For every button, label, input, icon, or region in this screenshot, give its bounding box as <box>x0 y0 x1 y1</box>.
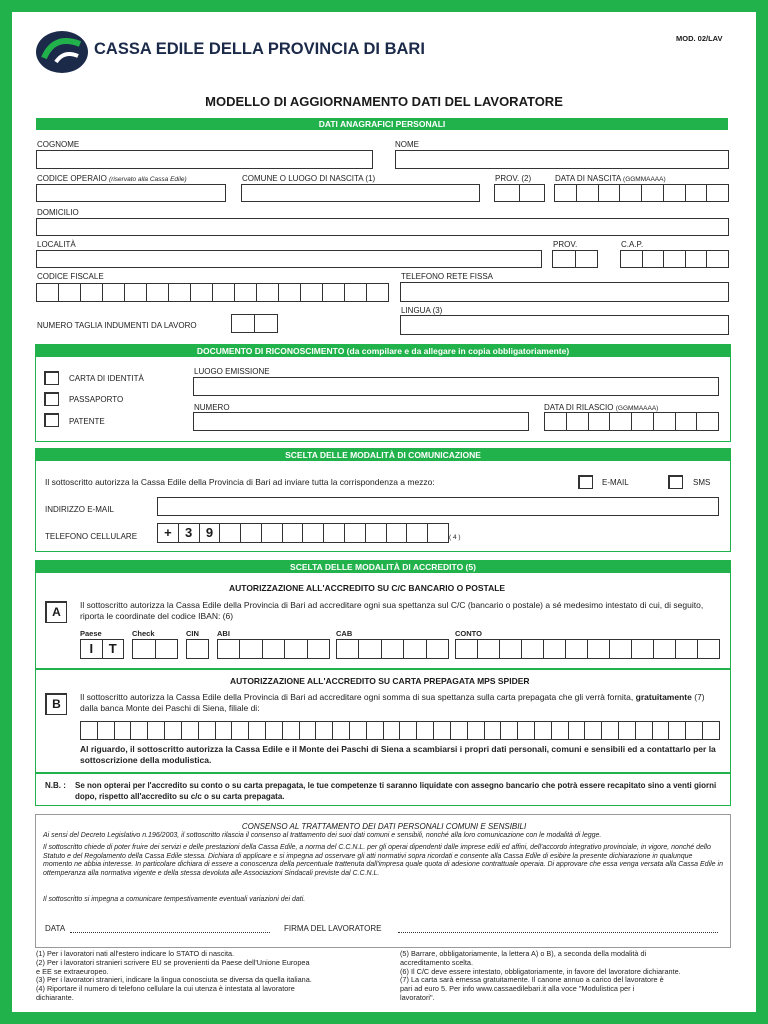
label-cab: CAB <box>336 629 353 638</box>
label-conto: CONTO <box>455 629 482 638</box>
prov2-field[interactable] <box>552 250 598 268</box>
taglia-field[interactable] <box>231 314 278 333</box>
nb-text: Se non opterai per l'accredito su conto o su carta prepagata, le tue competenze ti saranno liquidate con assegno bancario che potrà essere recapitato sino a venti giorni dopo, rispetto all'accredito su c/c o su carta prepagata. <box>75 781 717 801</box>
label-prov2: PROV. <box>553 240 578 249</box>
option-a-text: Il sottoscritto autorizza la Cassa Edile della Provincia di Bari ad accreditare ogni sua spettanza sul C/C (bancario o postale) a sé medesimo intestato di cui, di seguito, riporta le coordinate del codice IBAN: (6) <box>80 600 704 621</box>
label-data-rilascio: DATA DI RILASCIO (GGMMAAAA) <box>544 403 659 412</box>
consenso-title: CONSENSO AL TRATTAMENTO DEI DATI PERSONALI COMUNI E SENSIBILI <box>241 822 527 831</box>
localita-field[interactable] <box>36 250 542 268</box>
option-a-title: AUTORIZZAZIONE ALL'ACCREDITO SU C/C BANCARIO O POSTALE <box>229 583 506 593</box>
section-bar-documento: DOCUMENTO DI RICONOSCIMENTO (da compilare e da allegare in copia obbligatoriamente) <box>36 345 730 357</box>
cellulare-field[interactable] <box>157 523 449 543</box>
notes-right: (5) Barrare, obbligatoriamente, la lettera A) o B), a seconda della modalità di accreditamento scelta. (6) Il C/C deve essere intestato, obbligatoriamente, in favore del lavoratore dichiarante. (7) La carta sarà emessa gratuitamente. Il canone annuo a carico del lavoratore è pari ad euro 5. Per info www.cassaedilebari.it alla voce "Modulistica per i lavoratori". <box>400 949 681 1002</box>
label-data: DATA <box>45 924 66 933</box>
firma-line[interactable] <box>398 932 718 933</box>
label-indirizzo-email: INDIRIZZO E-MAIL <box>45 505 114 514</box>
telefono-fisso-field[interactable] <box>400 282 729 302</box>
label-lingua: LINGUA (3) <box>401 306 443 315</box>
label-sms: SMS <box>693 478 711 487</box>
label-cap: C.A.P. <box>621 240 644 249</box>
form-sheet <box>12 12 756 1012</box>
checkbox-patente[interactable] <box>44 413 59 427</box>
cognome-field[interactable] <box>36 150 373 169</box>
data-rilascio-field[interactable] <box>544 412 719 431</box>
divider-ab <box>36 668 730 670</box>
iban-t: T <box>108 641 117 656</box>
option-b-title: AUTORIZZAZIONE ALL'ACCREDITO SU CARTA PREPAGATA MPS SPIDER <box>230 676 530 686</box>
brand-name: CASSA EDILE DELLA PROVINCIA DI BARI <box>94 40 425 58</box>
label-cognome: COGNOME <box>37 140 80 149</box>
form-code: MOD. 02/LAV <box>676 34 723 43</box>
prefix-plus: + <box>158 524 179 542</box>
consenso-p1: Ai sensi del Decreto Legislativo n.196/2003, il sottoscritto rilascia il consenso al trattamento dei suoi dati comuni e sensibili, nonché alla loro comunicazione con le modalità di legge. <box>43 832 602 839</box>
checkbox-email[interactable] <box>578 475 593 489</box>
iban-abi-field[interactable] <box>217 639 330 659</box>
label-numero: NUMERO <box>194 403 230 412</box>
nome-field[interactable] <box>395 150 729 169</box>
iban-i: I <box>81 640 103 658</box>
iban-cin-field[interactable] <box>186 639 209 659</box>
label-check: Check <box>132 629 155 638</box>
logo <box>34 28 90 76</box>
data-line[interactable] <box>70 932 270 933</box>
label-prov: PROV. (2) <box>495 174 532 183</box>
prefix-9: 9 <box>200 524 221 542</box>
iban-cab-field[interactable] <box>336 639 449 659</box>
label-codice-operaio: CODICE OPERAIO (riservato alla Cassa Edile) <box>37 174 187 183</box>
iban-paese-field[interactable] <box>80 639 124 659</box>
checkbox-passaporto[interactable] <box>44 392 59 406</box>
label-abi: ABI <box>217 629 230 638</box>
note-4: ( 4 ) <box>449 534 461 541</box>
consenso-p3: Il sottoscritto si impegna a comunicare tempestivamente eventuali variazioni dei dati. <box>43 896 306 903</box>
section-bar-comunicazione: SCELTA DELLE MODALITÀ DI COMUNICAZIONE <box>36 449 730 461</box>
cap-field[interactable] <box>620 250 729 268</box>
prov-field[interactable] <box>494 184 545 202</box>
codice-fiscale-field[interactable] <box>36 283 389 302</box>
numero-field[interactable] <box>193 412 529 431</box>
label-comune: COMUNE O LUOGO DI NASCITA (1) <box>242 174 376 183</box>
label-codice-fiscale: CODICE FISCALE <box>37 272 104 281</box>
label-carta-identita: CARTA DI IDENTITÀ <box>69 374 144 383</box>
notes-left: (1) Per i lavoratori nati all'estero indicare lo STATO di nascita. (2) Per i lavoratori stranieri scrivere EU se provenienti da Paese dell'Unione Europea e EE se extraeuropeo. (3) Per i lavoratori stranieri, indicare la lingua conosciuta se diversa da quella italiana. (4) Riportare il numero di telefono cellulare la cui utenza è intestata al lavoratore dichiarante. <box>36 949 312 1002</box>
comune-field[interactable] <box>241 184 480 202</box>
label-data-nascita: DATA DI NASCITA (GGMMAAAA) <box>555 174 666 183</box>
label-cin: CIN <box>186 629 199 638</box>
label-domicilio: DOMICILIO <box>37 208 79 217</box>
codice-operaio-field[interactable] <box>36 184 226 202</box>
label-paese: Paese <box>80 629 102 638</box>
page-title: MODELLO DI AGGIORNAMENTO DATI DEL LAVORATORE <box>205 94 563 109</box>
comunicazione-text: Il sottoscritto autorizza la Cassa Edile della Provincia di Bari ad inviare tutta la corrispondenza a mezzo: <box>45 477 435 487</box>
label-passaporto: PASSAPORTO <box>69 395 124 404</box>
iban-check-field[interactable] <box>132 639 178 659</box>
label-patente: PATENTE <box>69 417 105 426</box>
divider-nb <box>36 772 730 774</box>
option-b-consent: Al riguardo, il sottoscritto autorizza la Cassa Edile e il Monte dei Paschi di Siena a scambiarsi i propri dati personali, comuni e sensibili ed a contattarlo per la sottoscrizione della modulistica. <box>80 744 716 765</box>
filiale-field[interactable] <box>80 721 720 740</box>
label-email: E-MAIL <box>602 478 629 487</box>
email-field[interactable] <box>157 497 719 516</box>
checkbox-option-b[interactable]: B <box>45 693 67 715</box>
label-luogo-emissione: LUOGO EMISSIONE <box>194 367 270 376</box>
lingua-field[interactable] <box>400 315 729 335</box>
domicilio-field[interactable] <box>36 218 729 236</box>
section-bar-accredito: SCELTA DELLE MODALITÀ DI ACCREDITO (5) <box>36 561 730 573</box>
option-b-text: Il sottoscritto autorizza la Cassa Edile della Provincia di Bari ad accreditare ogni somma di sua spettanza sulla carta prepagata che gli verrà fornita, gratuitamente (7) dalla banca Monte dei Paschi di Siena, filiale di: <box>80 692 705 713</box>
data-nascita-field[interactable] <box>554 184 729 202</box>
label-nome: NOME <box>395 140 419 149</box>
nb-label: N.B. : <box>45 781 66 790</box>
iban-conto-field[interactable] <box>455 639 720 659</box>
checkbox-carta-identita[interactable] <box>44 371 59 385</box>
label-telefono-cellulare: TELEFONO CELLULARE <box>45 532 138 541</box>
checkbox-sms[interactable] <box>668 475 683 489</box>
checkbox-option-a[interactable]: A <box>45 601 67 623</box>
prefix-3: 3 <box>179 524 200 542</box>
luogo-emissione-field[interactable] <box>193 377 719 396</box>
label-localita: LOCALITÀ <box>37 240 76 249</box>
label-firma: FIRMA DEL LAVORATORE <box>284 924 382 933</box>
label-telefono-fisso: TELEFONO RETE FISSA <box>401 272 494 281</box>
consenso-p2: Il sottoscritto chiede di poter fruire dei servizi e delle prestazioni della Cassa Edile, a norma del C.C.N.L. per gli operai dipendenti dalle imprese edili ed affini, dell'accordo integrativo provinciale, in vigore, nonché dello Statuto e del Regolamento della Cassa Edile stessa. Dichiara di applicare e si impegna ad osservare gli atti normativi sopra ricordati e consente alla Cassa Edile di esibire la presente dichiarazione in qualunque momento ne abbia interesse. In particolare dichiara di essere a conoscenza della percentuale trattenuta dall'impresa quale quota di adesione contrattuale operaia. Di approvare che essa venga versata alla Cassa Edile in ottemperanza alla normativa vigente e della stessa devoluta alle Associazioni Sindacali previste dal C.C.N.L. <box>43 844 723 877</box>
label-taglia: NUMERO TAGLIA INDUMENTI DA LAVORO <box>37 321 197 330</box>
section-bar-anagrafici: DATI ANAGRAFICI PERSONALI <box>36 118 728 130</box>
